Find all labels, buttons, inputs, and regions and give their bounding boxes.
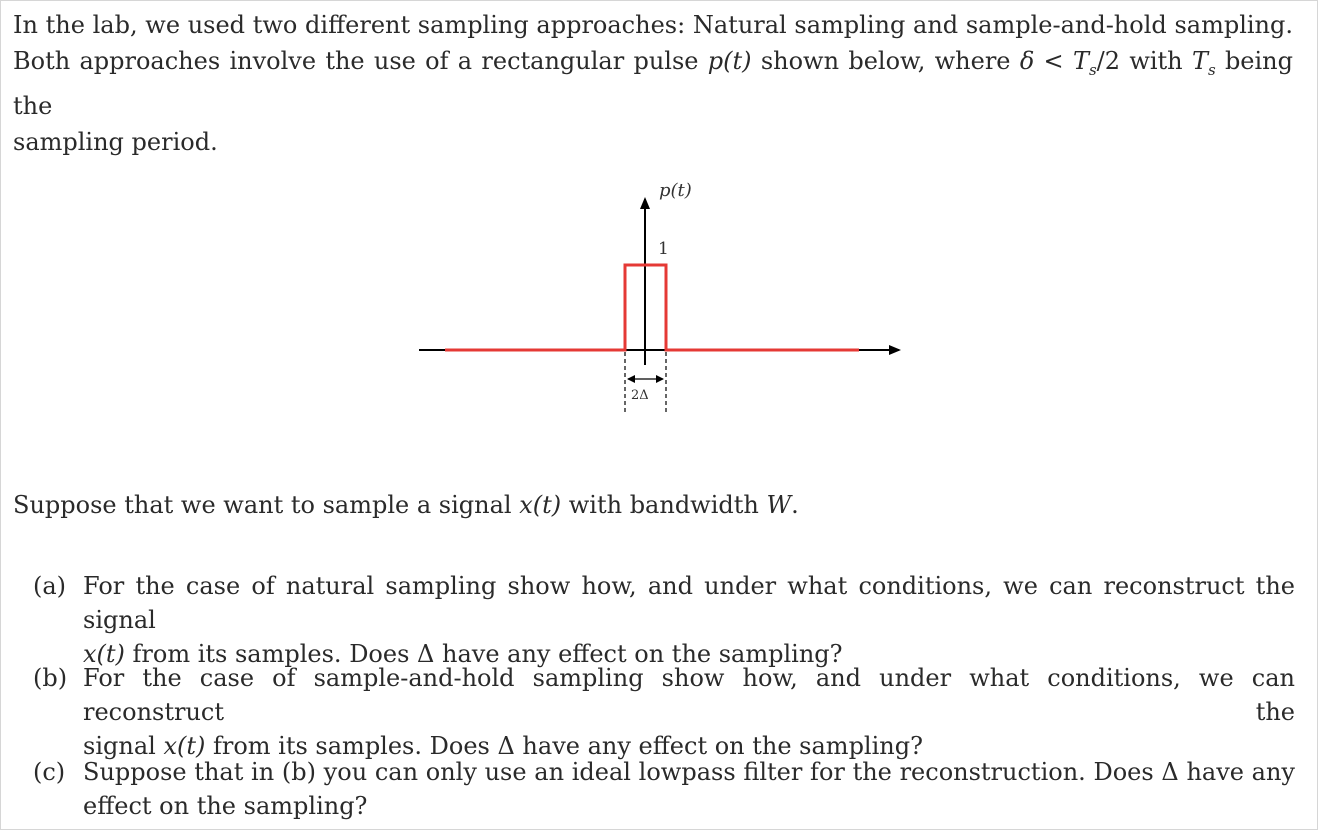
question-a-line-2: x(t) from its samples. Does Δ have any effect on the sampling?	[83, 640, 843, 668]
bandwidth-symbol: W	[766, 491, 792, 519]
question-a-line-1: For the case of natural sampling show how, and under what conditions, we can reconstruct the signal	[83, 572, 1295, 634]
pulse-waveform	[445, 265, 859, 350]
question-b-line-2: signal x(t) from its samples. Does Δ have any effect on the sampling?	[83, 732, 923, 760]
intro-line-2: Both approaches involve the use of a rectangular pulse p(t) shown below, where $\delta < T_s/2$ with $T_s$ being the	[13, 47, 1294, 120]
signal-symbol: x(t)	[519, 491, 562, 519]
question-a-label: (a)	[33, 572, 67, 600]
width-label: 2Δ	[631, 388, 649, 403]
height-label: 1	[658, 239, 669, 259]
intro-paragraph	[13, 7, 1293, 160]
question-c-label: (c)	[33, 758, 66, 786]
intro-line-3: sampling period.	[13, 127, 218, 156]
question-b-line-1: For the case of sample-and-hold sampling show how, and under what conditions, we can reconstruct the	[83, 664, 1295, 726]
pulse-symbol: p(t)	[707, 47, 752, 75]
question-c-line-1: Suppose that in (b) you can only use an ideal lowpass filter for the reconstruction. Does Δ have any	[83, 758, 1295, 786]
question-a	[33, 569, 1295, 671]
question-c-line-2: effect on the sampling?	[83, 792, 368, 820]
question-b	[33, 661, 1295, 763]
question-c	[33, 755, 1295, 823]
intro-line-1: In the lab, we used two different sampling approaches: Natural sampling and sample-and-hold sampling.	[13, 11, 1293, 39]
question-b-label: (b)	[33, 664, 68, 692]
y-axis-label: p(t)	[659, 180, 692, 201]
delta-condition: δ < T	[1019, 47, 1089, 75]
pulse-figure	[1, 151, 1319, 481]
suppose-paragraph: Suppose that we want to sample a signal x(t) with bandwidth W.	[13, 491, 799, 519]
